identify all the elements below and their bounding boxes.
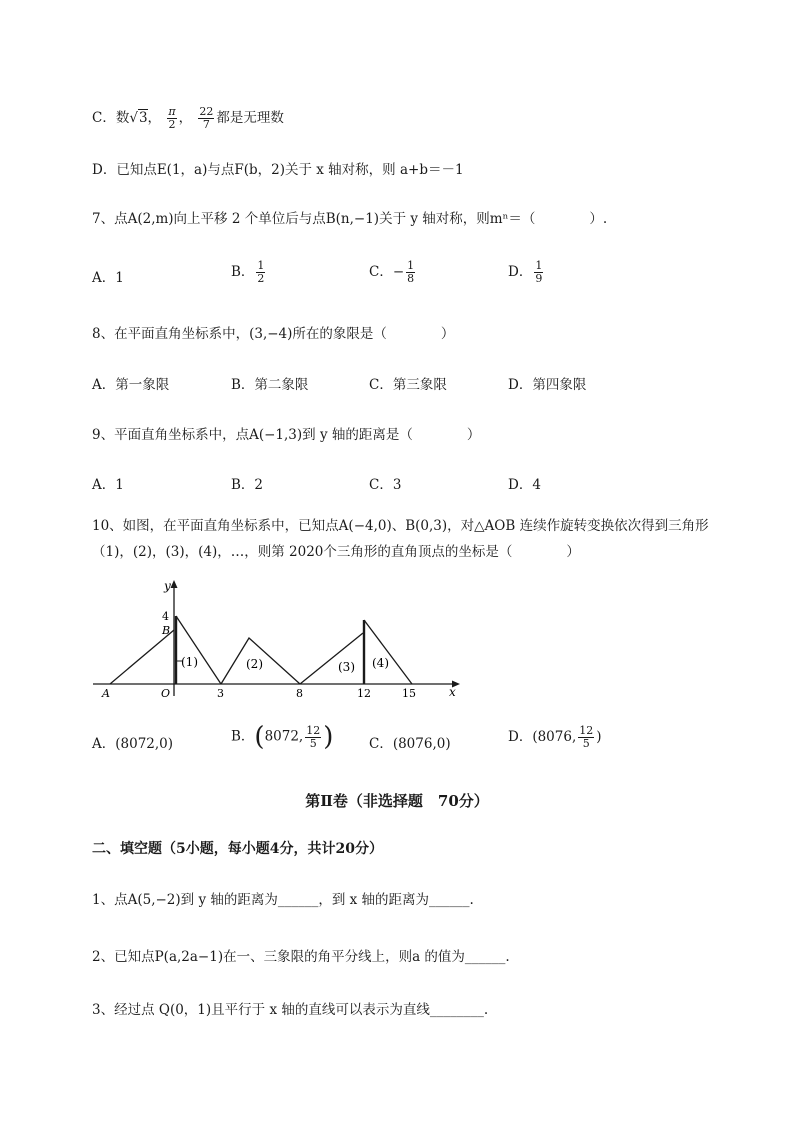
q9-option-c: C．3 [369, 477, 402, 493]
q6-c-frac-pi [167, 106, 176, 130]
triangle-1b [176, 616, 221, 684]
q6-option-d: D．已知点E(1，a)与点F(b，2)关于 x 轴对称，则 a+b＝－1 [92, 162, 464, 178]
part2-title: 第Ⅱ卷（非选择题 70分） [305, 792, 489, 810]
q10-b-pre: 8072, [264, 728, 304, 745]
q7-b-label: B． [231, 264, 255, 280]
q10-option-a: A．(8072,0) [92, 736, 174, 752]
q10-d-close: ) [596, 729, 602, 745]
q7-d-frac [534, 260, 543, 284]
q9-option-b: B．2 [231, 477, 264, 493]
q7-option-a: A．1 [92, 270, 124, 286]
q9-option-d: D．4 [508, 477, 541, 493]
q10-option-b [231, 722, 333, 752]
frac-den: 2 [168, 118, 176, 131]
q6-c-suffix: 都是无理数 [216, 110, 284, 126]
q10-option-c: C．(8076,0) [369, 736, 451, 752]
q7-stem: 7、点A(2,m)向上平移 2 个单位后与点B(n,−1)关于 y 轴对称，则mⁿ＝（ ）. [92, 211, 608, 227]
frac-num: 12 [306, 723, 321, 737]
frac-num: 1 [257, 259, 265, 273]
q10-b-label: B． [231, 728, 255, 745]
frac-den: 2 [257, 272, 265, 285]
q6-c-frac-22-7 [198, 106, 214, 130]
label-tick-8: 8 [296, 687, 303, 700]
triangle-1 [110, 630, 174, 684]
q7-b-frac [256, 260, 265, 284]
q7-option-b [231, 260, 267, 285]
q6-c-sep1: ， [147, 110, 162, 126]
q10-stem-line2: （1)，(2)，(3)，(4)，…，则第 2020个三角形的直角顶点的坐标是（ ） [92, 544, 580, 560]
frac-num: 12 [579, 724, 594, 738]
q7-d-label: D． [508, 264, 533, 280]
q10-d-label: D．(8076, [508, 729, 577, 745]
frac-den: 5 [582, 737, 590, 750]
q8-option-a: A．第一象限 [92, 377, 170, 393]
q8-option-b: B．第二象限 [231, 377, 309, 393]
q10-stem-line1: 10、如图，在平面直角坐标系中，已知点A(−4,0)、B(0,3)，对△AOB 连续作旋转变换依次得到三角形 [92, 518, 709, 534]
label-B: B [162, 624, 171, 637]
fill-q3: 3、经过点 Q(0，1)且平行于 x 轴的直线可以表示为直线________. [92, 1002, 489, 1018]
q8-option-d: D．第四象限 [508, 377, 587, 393]
q10-b-paren-open: ( [254, 722, 265, 752]
q8-option-c: C．第三象限 [369, 377, 447, 393]
label-x: x [449, 685, 456, 699]
label-tri-4: (4) [372, 656, 389, 670]
q7-option-c [369, 260, 417, 285]
q7-c-label: C．− [369, 264, 405, 280]
label-tri-1: (1) [181, 655, 198, 669]
label-tri-3: (3) [338, 660, 355, 674]
q9-stem: 9、平面直角坐标系中，点A(−1,3)到 y 轴的距离是（ ） [92, 427, 481, 443]
sqrt-symbol: √ [129, 110, 138, 126]
fill-q1: 1、点A(5,−2)到 y 轴的距离为______，到 x 轴的距离为______. [92, 892, 474, 908]
label-tick-3: 3 [217, 687, 224, 700]
frac-num: 1 [407, 259, 415, 273]
frac-den: 7 [202, 118, 210, 131]
label-tick-4: 4 [162, 610, 169, 623]
label-tri-2: (2) [246, 657, 263, 671]
frac-den: 5 [309, 736, 317, 750]
frac-den: 9 [535, 272, 543, 285]
q9-option-a: A．1 [92, 477, 124, 493]
q8-stem: 8、在平面直角坐标系中，(3,−4)所在的象限是（ ） [92, 326, 455, 342]
frac-den: 8 [407, 272, 415, 285]
q6-c-prefix: C．数 [92, 110, 130, 126]
label-A: A [102, 687, 110, 700]
fill-in-section-heading: 二、填空题（5小题，每小题4分，共计20分） [92, 841, 383, 857]
q6-c-sep2: ， [178, 110, 193, 126]
q10-d-frac [578, 725, 594, 749]
q7-option-d [508, 260, 545, 285]
q6-c-sqrt: 3 [138, 110, 148, 126]
q10-b-paren-close: ) [323, 722, 334, 752]
label-y: y [164, 579, 171, 593]
q10-option-d [508, 725, 602, 750]
fill-q2: 2、已知点P(a,2a−1)在一、三象限的角平分线上，则a 的值为______. [92, 949, 510, 965]
label-tick-15: 15 [402, 687, 416, 700]
frac-num: π [168, 105, 176, 119]
q10-b-frac [305, 725, 321, 749]
q10-figure [90, 576, 470, 700]
triangle-3 [300, 633, 363, 684]
q7-c-frac [406, 260, 415, 284]
label-O: O [161, 687, 171, 700]
label-tick-12: 12 [357, 687, 371, 700]
frac-num: 22 [199, 105, 214, 119]
triangle-4 [364, 620, 412, 684]
q6-option-c [92, 106, 284, 131]
y-axis-arrow [171, 580, 178, 588]
frac-num: 1 [535, 259, 543, 273]
